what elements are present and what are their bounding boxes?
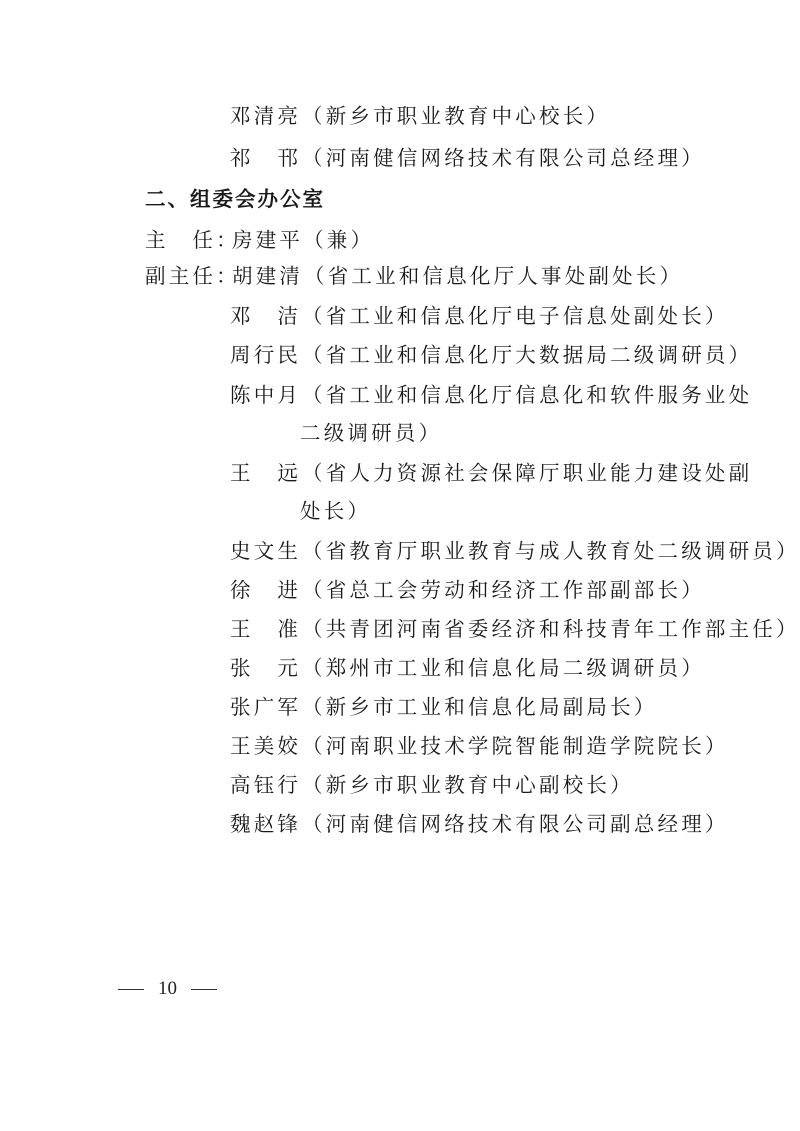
page-number xyxy=(118,978,217,1000)
member-name: 邓清亮 xyxy=(230,104,302,128)
member-title: （省工业和信息化厅人事处副处长） xyxy=(304,264,684,288)
deputy-line xyxy=(230,655,705,681)
member-name: 张广军 xyxy=(230,695,302,719)
dash-right xyxy=(191,989,217,990)
member-name: 王美姣 xyxy=(230,734,302,758)
member-title: （省工业和信息化厅大数据局二级调研员） xyxy=(302,343,753,367)
member-title: （新乡市职业教育中心副校长） xyxy=(302,773,634,797)
deputy-line xyxy=(230,382,752,408)
deputy-line xyxy=(230,460,752,486)
member-line xyxy=(230,103,610,129)
deputy-line-continuation: 二级调研员） xyxy=(300,421,443,445)
member-name: 胡建清 xyxy=(232,264,304,288)
deputy-line xyxy=(230,303,729,329)
member-name: 祁 邗 xyxy=(230,146,302,170)
member-title: （省工业和信息化厅电子信息处副处长） xyxy=(302,304,729,328)
deputy-line xyxy=(230,538,800,564)
member-title: （河南健信网络技术有限公司总经理） xyxy=(302,146,705,170)
member-name: 徐 进 xyxy=(230,578,302,602)
member-title: （省总工会劳动和经济工作部副部长） xyxy=(302,578,705,602)
deputy-line xyxy=(230,772,634,798)
member-title: （省人力资源社会保障厅职业能力建设处副 xyxy=(302,461,753,485)
member-line xyxy=(230,145,705,171)
deputy-line xyxy=(230,616,800,642)
member-title: （河南健信网络技术有限公司副总经理） xyxy=(302,812,729,836)
page-number-value: 10 xyxy=(158,978,177,999)
deputy-line xyxy=(230,694,658,720)
deputy-line xyxy=(230,811,729,837)
deputy-label: 副主任： xyxy=(145,264,240,288)
member-name: 史文生 xyxy=(230,539,302,563)
member-title: （省工业和信息化厅信息化和软件服务业处 xyxy=(302,383,753,407)
member-name: 陈中月 xyxy=(230,383,302,407)
member-title: （共青团河南省委经济和科技青年工作部主任） xyxy=(302,617,800,641)
director-line xyxy=(145,227,374,253)
member-name: 魏赵锋 xyxy=(230,812,302,836)
member-name: 张 元 xyxy=(230,656,302,680)
director-label: 主 任： xyxy=(145,228,240,252)
deputy-line xyxy=(230,342,752,368)
deputy-line xyxy=(230,733,729,759)
deputy-line xyxy=(145,263,683,289)
deputy-line xyxy=(230,577,705,603)
section-heading: 二、组委会办公室 xyxy=(145,187,325,211)
member-name: 王 准 xyxy=(230,617,302,641)
member-title: （新乡市职业教育中心校长） xyxy=(302,104,611,128)
member-title: （省教育厅职业教育与成人教育处二级调研员） xyxy=(302,539,800,563)
member-title: （郑州市工业和信息化局二级调研员） xyxy=(302,656,705,680)
dash-left xyxy=(118,989,144,990)
member-name: 王 远 xyxy=(230,461,302,485)
member-name: 高钰行 xyxy=(230,773,302,797)
member-name: 周行民 xyxy=(230,343,302,367)
deputy-line-continuation: 处长） xyxy=(300,499,372,523)
member-title: （新乡市工业和信息化局副局长） xyxy=(302,695,658,719)
member-title: （河南职业技术学院智能制造学院院长） xyxy=(302,734,729,758)
director-name: 房建平 xyxy=(232,228,304,252)
director-title: （兼） xyxy=(303,228,375,252)
member-name: 邓 洁 xyxy=(230,304,302,328)
